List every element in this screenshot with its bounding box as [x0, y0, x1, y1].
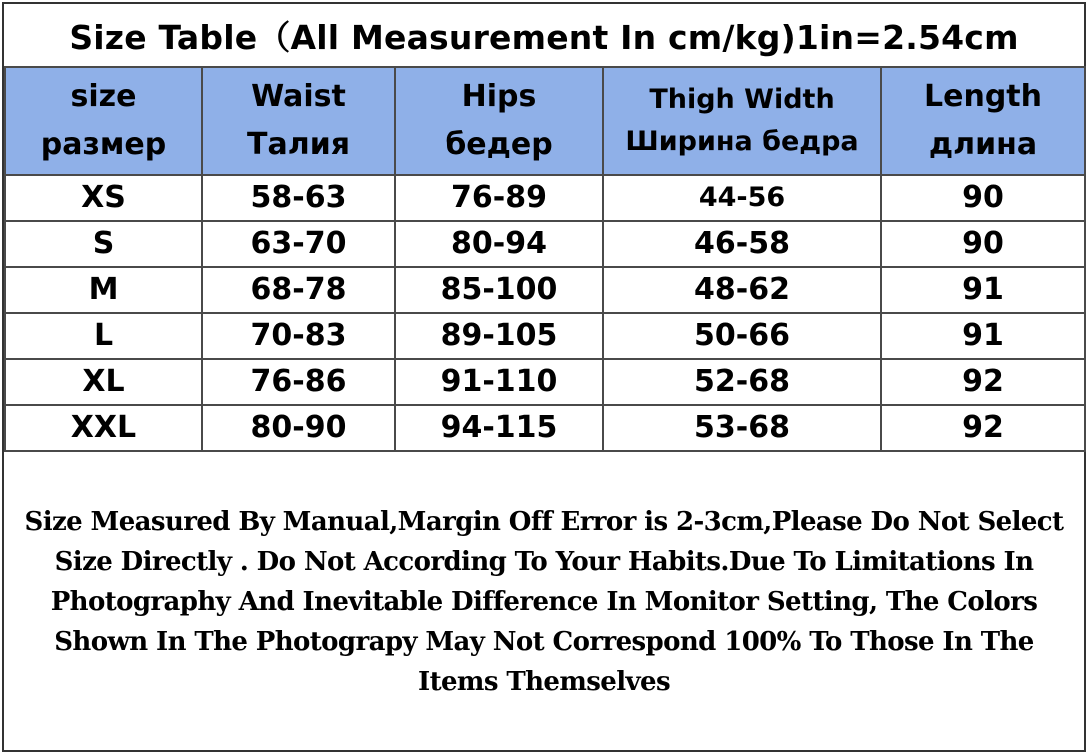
cell-hips: 91-110 — [395, 359, 603, 405]
column-header-label-en: Length — [924, 79, 1042, 114]
cell-waist: 76-86 — [202, 359, 395, 405]
table-row — [5, 221, 1085, 267]
cell-hips: 94-115 — [395, 405, 603, 451]
cell-size: S — [5, 221, 202, 267]
table-row — [5, 267, 1085, 313]
cell-waist: 70-83 — [202, 313, 395, 359]
cell-thigh-width: 53-68 — [603, 405, 881, 451]
cell-size: XS — [5, 175, 202, 221]
cell-size: XXL — [5, 405, 202, 451]
cell-length: 91 — [881, 313, 1085, 359]
cell-length: 92 — [881, 405, 1085, 451]
cell-hips: 89-105 — [395, 313, 603, 359]
cell-size: L — [5, 313, 202, 359]
column-header-waist — [202, 67, 395, 175]
cell-waist: 68-78 — [202, 267, 395, 313]
column-header-label-en: Waist — [251, 79, 346, 114]
column-header-size — [5, 67, 202, 175]
table-row — [5, 175, 1085, 221]
measurement-disclaimer: Size Measured By Manual,Margin Off Error is 2-3cm,Please Do Not Select Size Directly . Do Not According To Your Habits.Due To Limitations In Photography And Inevitable Difference In Monitor Setting, The Colors Shown In The Photograpy May Not Correspond 100% To Those In The Items Themselves — [24, 507, 1064, 697]
column-header-label-en: Thigh Width — [649, 84, 835, 115]
size-table — [4, 66, 1086, 452]
cell-thigh-width: 44-56 — [603, 175, 881, 221]
cell-hips: 85-100 — [395, 267, 603, 313]
size-chart-frame — [2, 2, 1086, 752]
cell-thigh-width: 46-58 — [603, 221, 881, 267]
column-header-label-ru: бедер — [445, 127, 553, 162]
cell-size: M — [5, 267, 202, 313]
cell-length: 92 — [881, 359, 1085, 405]
cell-waist: 58-63 — [202, 175, 395, 221]
cell-length: 90 — [881, 175, 1085, 221]
cell-hips: 76-89 — [395, 175, 603, 221]
column-header-label-en: size — [70, 79, 137, 114]
table-header-row — [5, 67, 1085, 175]
column-header-label-ru: Талия — [247, 127, 350, 162]
table-row — [5, 405, 1085, 451]
table-row — [5, 313, 1085, 359]
column-header-length — [881, 67, 1085, 175]
cell-length: 91 — [881, 267, 1085, 313]
cell-size: XL — [5, 359, 202, 405]
column-header-thigh-width — [603, 67, 881, 175]
cell-length: 90 — [881, 221, 1085, 267]
cell-waist: 63-70 — [202, 221, 395, 267]
column-header-label-ru: размер — [40, 127, 167, 162]
cell-thigh-width: 52-68 — [603, 359, 881, 405]
column-header-hips — [395, 67, 603, 175]
cell-waist: 80-90 — [202, 405, 395, 451]
cell-thigh-width: 50-66 — [603, 313, 881, 359]
cell-hips: 80-94 — [395, 221, 603, 267]
column-header-label-ru: длина — [928, 127, 1038, 162]
cell-thigh-width: 48-62 — [603, 267, 881, 313]
column-header-label-ru: Ширина бедра — [625, 126, 859, 157]
table-row — [5, 359, 1085, 405]
page-title: Size Table（All Measurement In cm/kg)1in=2.54cm — [69, 17, 1019, 57]
column-header-label-en: Hips — [461, 79, 537, 114]
